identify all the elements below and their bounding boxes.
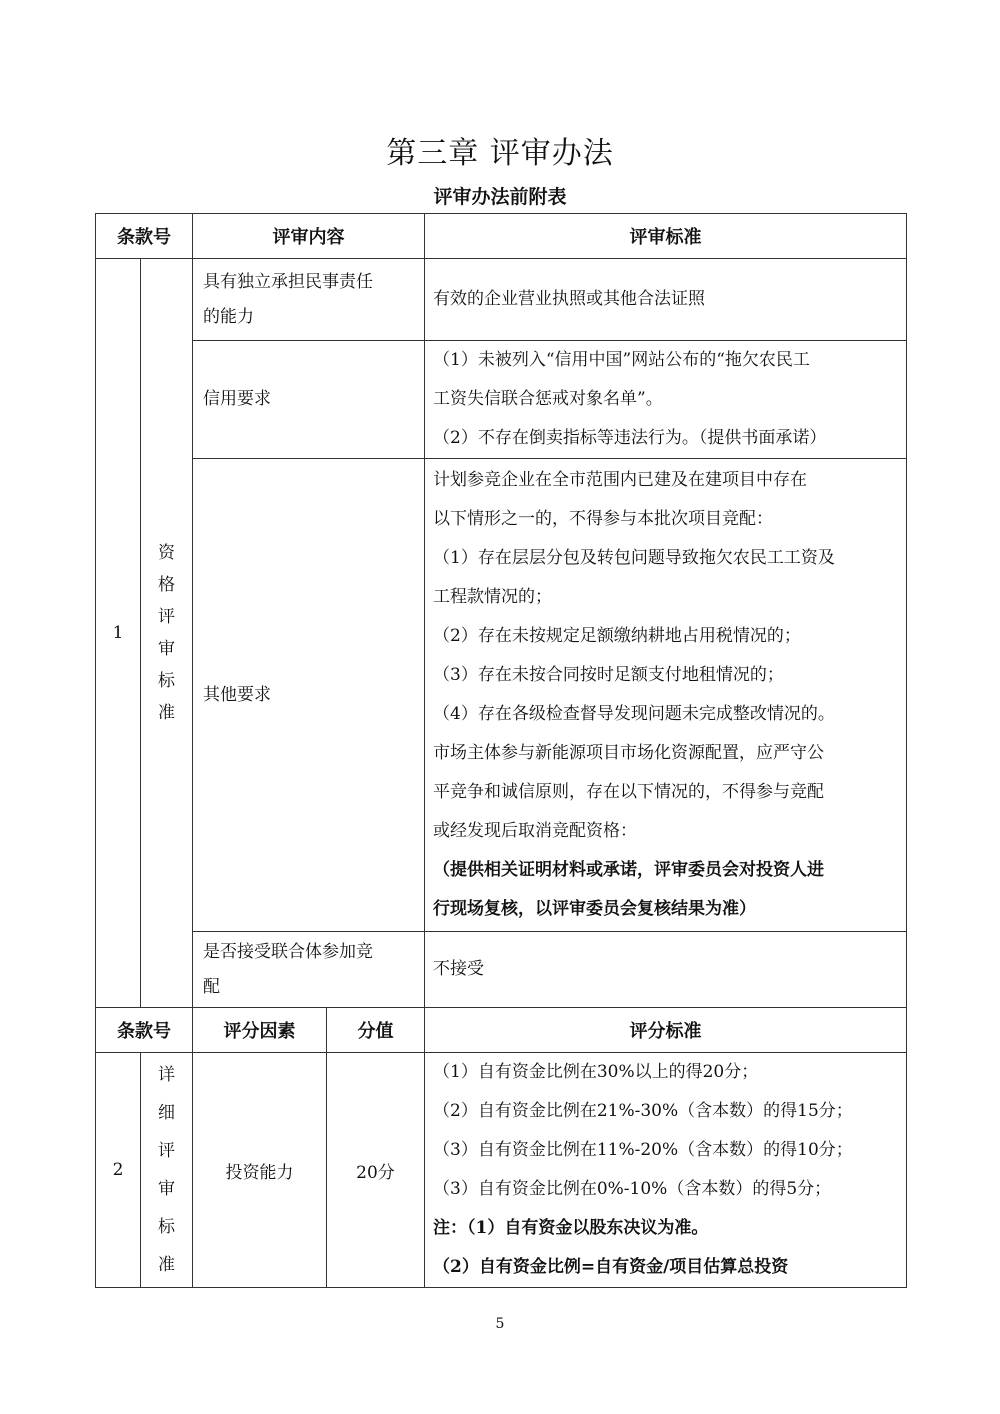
page-number: 5 bbox=[495, 1316, 505, 1332]
chapter-title: 第三章 评审办法 bbox=[386, 136, 614, 171]
table-row bbox=[96, 459, 907, 932]
content-cell: 信用要求 bbox=[193, 341, 425, 459]
standard-cell: 不接受 bbox=[425, 932, 907, 1008]
table-row bbox=[96, 259, 907, 341]
header-clause-no: 条款号 bbox=[96, 214, 193, 259]
content-cell: 是否接受联合体参加竞 配 bbox=[193, 932, 425, 1008]
content-cell: 其他要求 bbox=[193, 459, 425, 932]
standard-cell: 有效的企业营业执照或其他合法证照 bbox=[425, 259, 907, 341]
header-clause-no: 条款号 bbox=[96, 1008, 193, 1053]
clause-number-1: 1 bbox=[96, 259, 141, 1008]
header-score: 分值 bbox=[327, 1008, 425, 1053]
standard-cell: （1）未被列入“信用中国”网站公布的“拖欠农民工 工资失信联合惩戒对象名单”。 （2）不存在倒卖指标等违法行为。（提供书面承诺） bbox=[425, 341, 907, 459]
evaluation-table bbox=[95, 213, 907, 1288]
factor-cell: 投资能力 bbox=[193, 1053, 327, 1288]
header-scoring-standard: 评分标准 bbox=[425, 1008, 907, 1053]
category-qualification-review: 资 格 评 审 标 准 bbox=[141, 259, 193, 1008]
table1-header bbox=[96, 214, 907, 259]
table-row bbox=[96, 1053, 907, 1288]
table-row bbox=[96, 341, 907, 459]
score-cell: 20分 bbox=[327, 1053, 425, 1288]
table-caption: 评审办法前附表 bbox=[433, 186, 567, 208]
content-cell: 具有独立承担民事责任 的能力 bbox=[193, 259, 425, 341]
scoring-standard-cell: （1）自有资金比例在30%以上的得20分； （2）自有资金比例在21%-30%（含本数）的得15分； （3）自有资金比例在11%-20%（含本数）的得10分； （3）自有资金比例在0%-10%（含本数）的得5分； 注：（1）自有资金以股东决议为准。 （2）自有资金比例=自有资金/项目估算总投资 bbox=[425, 1053, 907, 1288]
standard-cell: 计划参竞企业在全市范围内已建及在建项目中存在 以下情形之一的，不得参与本批次项目竞配： （1）存在层层分包及转包问题导致拖欠农民工工资及 工程款情况的； （2）存在未按规定足额缴纳耕地占用税情况的； （3）存在未按合同按时足额支付地租情况的； （4）存在各级检查督导发现问题未完成整改情况的。 市场主体参与新能源项目市场化资源配置，应严守公 平竞争和诚信原则，存在以下情况的，不得参与竞配 或经发现后取消竞配资格： （提供相关证明材料或承诺，评审委员会对投资人进 行现场复核，以评审委员会复核结果为准） bbox=[425, 459, 907, 932]
clause-number-2: 2 bbox=[96, 1053, 141, 1288]
table2-header bbox=[96, 1008, 907, 1053]
header-content: 评审内容 bbox=[193, 214, 425, 259]
category-detailed-review: 详 细 评 审 标 准 bbox=[141, 1053, 193, 1288]
header-standard: 评审标准 bbox=[425, 214, 907, 259]
table-row bbox=[96, 932, 907, 1008]
header-factor: 评分因素 bbox=[193, 1008, 327, 1053]
